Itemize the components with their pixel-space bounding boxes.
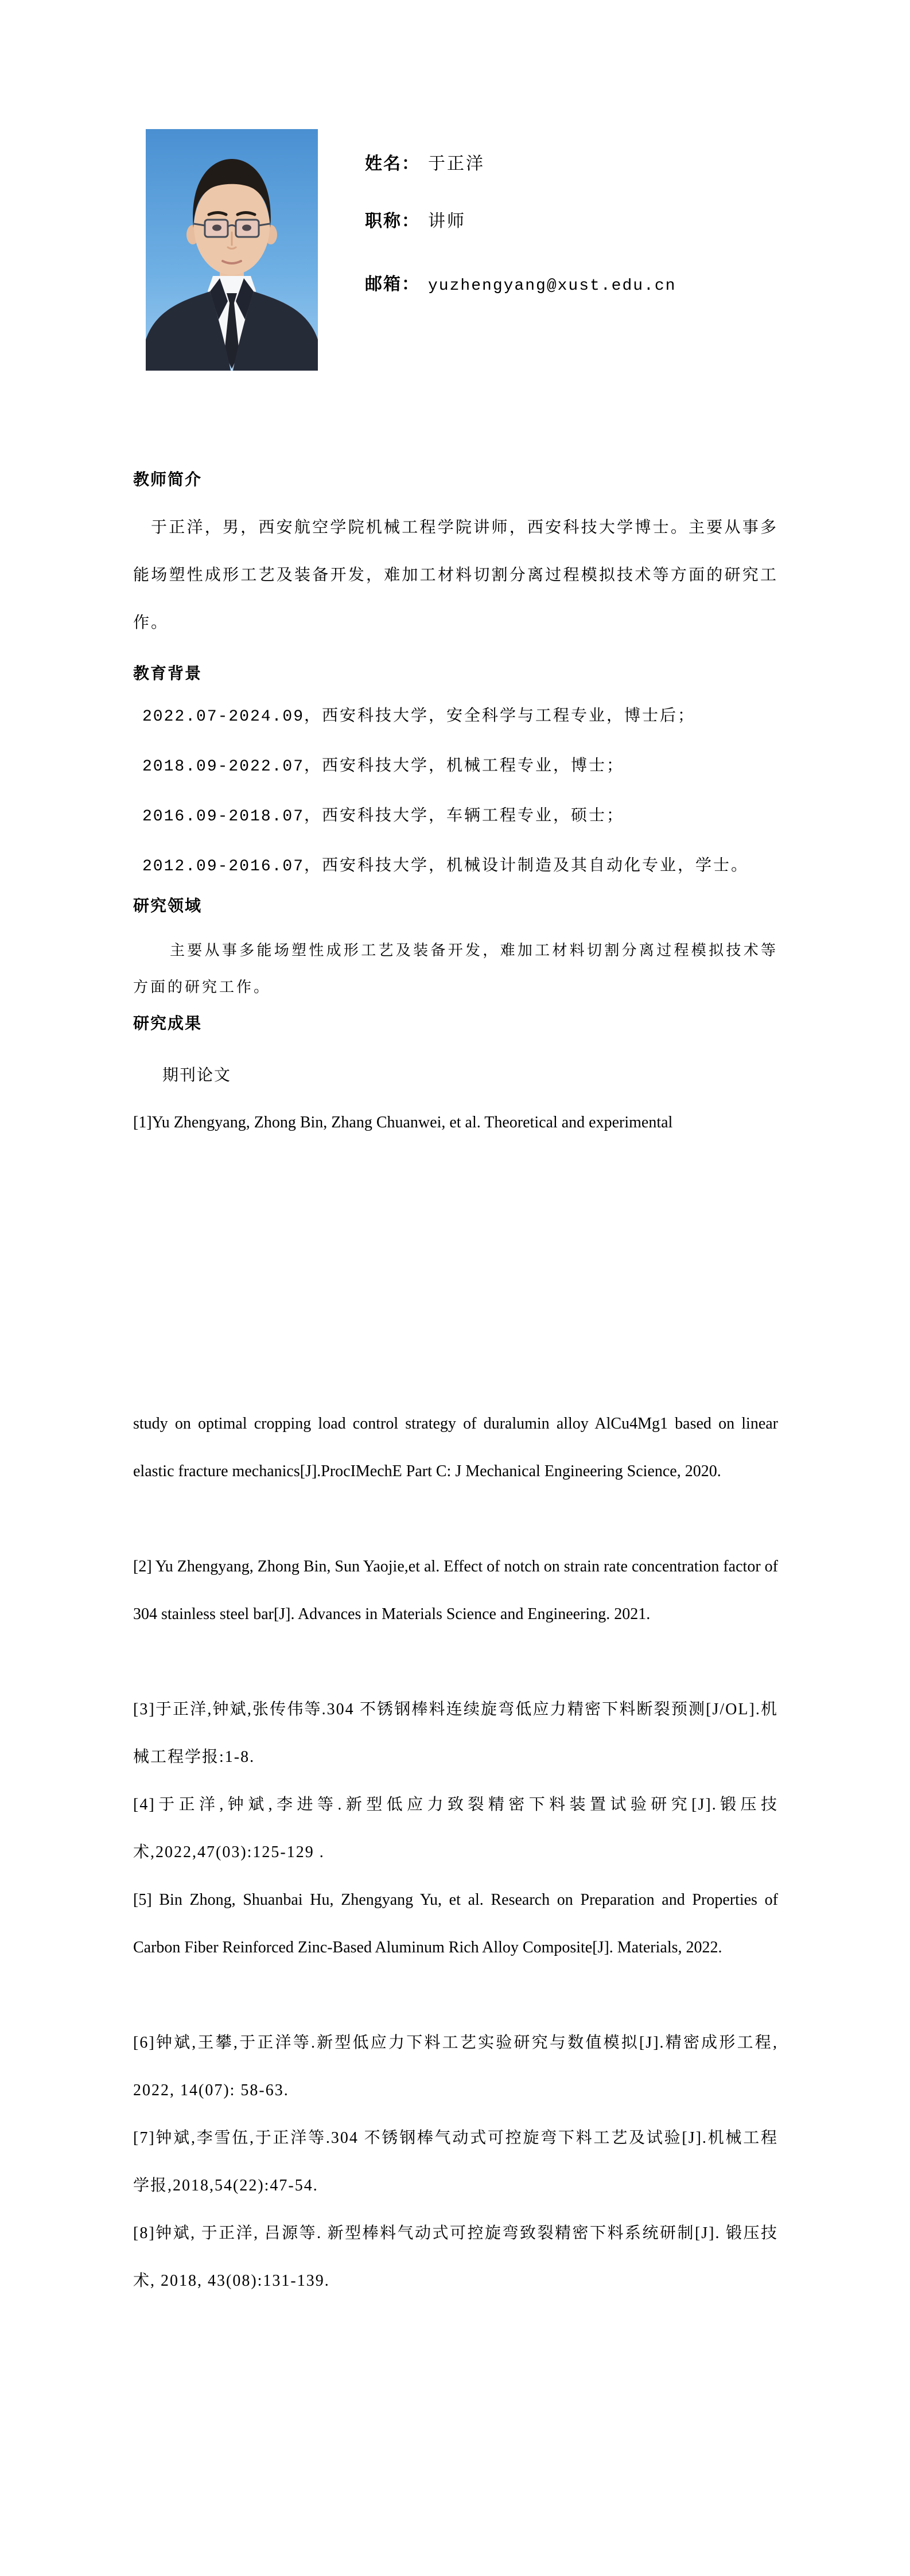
title-label: 职称：: [365, 212, 420, 231]
publication-item: [8]钟斌, 于正洋, 吕源等. 新型棒料气动式可控旋弯致裂精密下料系统研制[J]. 锻压技术, 2018, 43(08):131-139.: [133, 2224, 778, 2290]
education-detail: ，西安科技大学，安全科学与工程专业，博士后；: [304, 707, 696, 725]
publication-item: [6]钟斌,王攀,于正洋等.新型低应力下料工艺实验研究与数值模拟[J].精密成形工程, 2022, 14(07): 58-63.: [133, 2034, 778, 2099]
education-period: 2018.09-2022.07: [142, 758, 305, 776]
education-period: 2022.07-2024.09: [142, 708, 305, 726]
portrait-photo: [146, 129, 318, 371]
name-value: 于正洋: [428, 154, 485, 173]
publication-item: [1]Yu Zhengyang, Zhong Bin, Zhang Chuanwei, et al. Theoretical and experimental: [133, 1114, 673, 1131]
portrait-photo-image: [146, 129, 318, 371]
info-row-name: [365, 153, 485, 176]
publication-item: [7]钟斌,李雪伍,于正洋等.304 不锈钢棒气动式可控旋弯下料工艺及试验[J].机械工程学报,2018,54(22):47-54.: [133, 2129, 778, 2194]
education-item: [133, 691, 778, 741]
education-item: [133, 841, 778, 891]
education-period: 2012.09-2016.07: [142, 858, 305, 875]
publication-item: [2] Yu Zhengyang, Zhong Bin, Sun Yaojie,et al. Effect of notch on strain rate concentration factor of 304 stainless steel bar[J]. Advances in Materials Science and Engineering. 2021.: [133, 1558, 778, 1623]
section-heading-research-area: 研究领域: [133, 897, 203, 915]
section-heading-research-results: 研究成果: [133, 1015, 203, 1033]
email-label: 邮箱：: [365, 275, 420, 294]
intro-paragraph: 于正洋，男，西安航空学院机械工程学院讲师，西安科技大学博士。主要从事多能场塑性成形工艺及装备开发，难加工材料切割分离过程模拟技术等方面的研究工作。: [133, 519, 778, 632]
education-item: [133, 741, 778, 791]
email-value: yuzhengyang@xust.edu.cn: [428, 277, 676, 295]
publication-item: study on optimal cropping load control strategy of duralumin alloy AlCu4Mg1 based on linear elastic fracture mechanics[J].ProcIMechE Part C: J Mechanical Engineering Science, 2020.: [133, 1415, 778, 1480]
name-label: 姓名：: [365, 154, 420, 173]
title-value: 讲师: [428, 212, 466, 231]
section-heading-intro: 教师简介: [133, 471, 203, 489]
education-list: [133, 691, 778, 891]
education-item: [133, 791, 778, 841]
education-period: 2016.09-2018.07: [142, 808, 305, 826]
section-heading-education: 教育背景: [133, 665, 203, 683]
research-area-paragraph: 主要从事多能场塑性成形工艺及装备开发，难加工材料切割分离过程模拟技术等方面的研究工作。: [133, 942, 778, 995]
journal-papers-subheading: 期刊论文: [162, 1067, 232, 1084]
education-detail: ，西安科技大学，机械设计制造及其自动化专业，学士。: [304, 857, 749, 874]
education-detail: ，西安科技大学，车辆工程专业，硕士；: [304, 807, 625, 824]
education-detail: ，西安科技大学，机械工程专业，博士；: [304, 757, 625, 775]
info-row-email: [365, 273, 676, 296]
info-row-title: [365, 210, 466, 233]
publication-item: [3]于正洋,钟斌,张传伟等.304 不锈钢棒料连续旋弯低应力精密下料断裂预测[J/OL].机械工程学报:1-8.: [133, 1701, 778, 1766]
publication-item: [4]于正洋,钟斌,李进等.新型低应力致裂精密下料装置试验研究[J].锻压技术,2022,47(03):125-129 .: [133, 1796, 778, 1861]
publication-item: [5] Bin Zhong, Shuanbai Hu, Zhengyang Yu, et al. Research on Preparation and Properties of Carbon Fiber Reinforced Zinc-Based Aluminum Rich Alloy Composite[J]. Materials, 2022.: [133, 1891, 778, 1956]
